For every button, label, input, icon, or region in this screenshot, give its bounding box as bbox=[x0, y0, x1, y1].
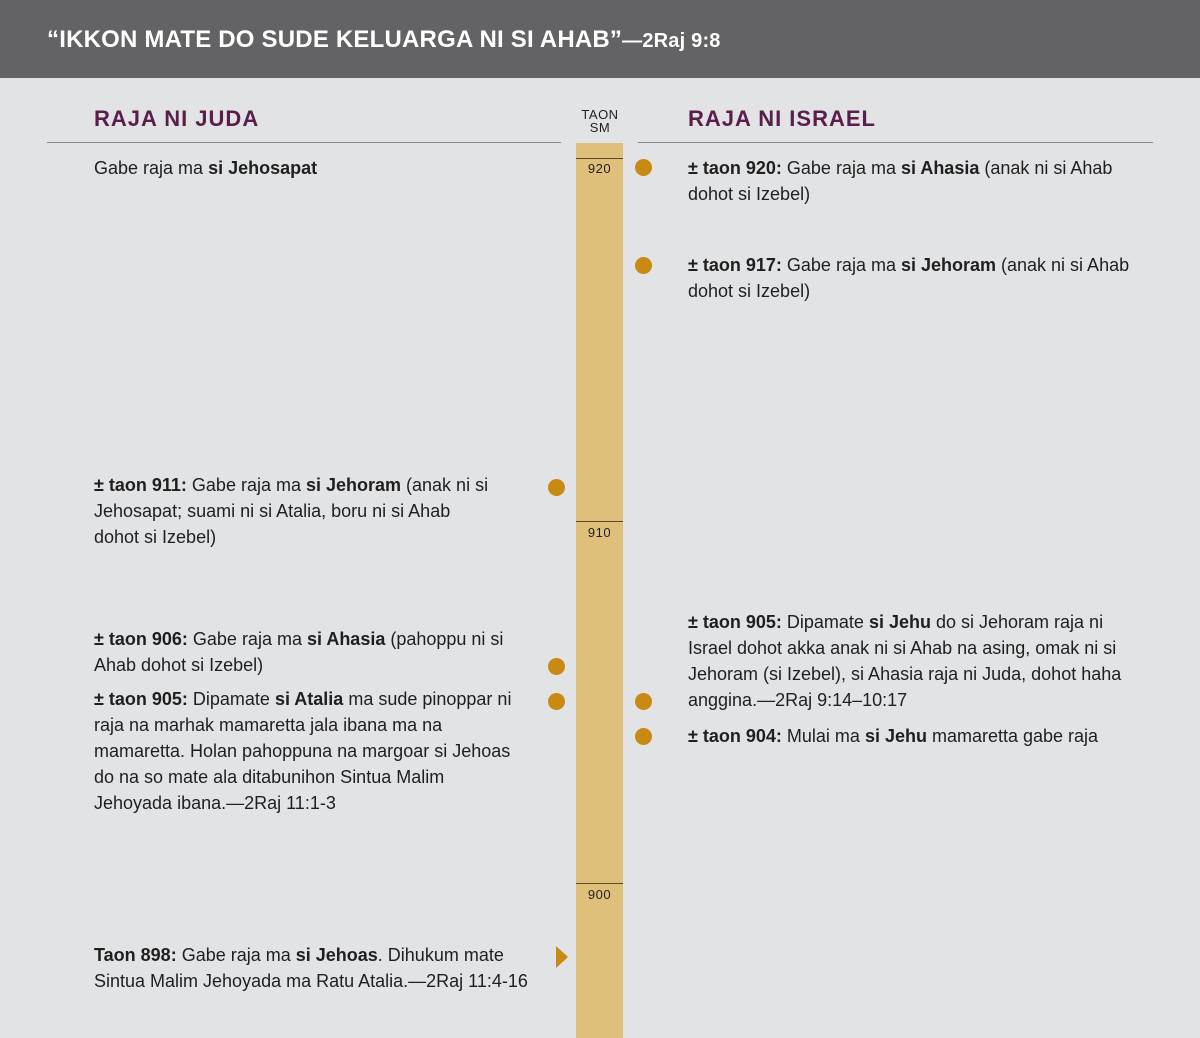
entry-text: (pahoppu ni si Ahab dohot si Izebel) bbox=[94, 629, 504, 675]
entry-text: Dipamate bbox=[781, 612, 869, 632]
judah-entry bbox=[94, 686, 524, 816]
judah-event-marker bbox=[548, 693, 565, 710]
entry-date: ± taon 920: bbox=[688, 158, 782, 178]
judah-entry bbox=[94, 626, 514, 678]
entry-text: (anak ni si Jehosapat; suami ni si Atalia, boru ni si Ahab dohot si Izebel) bbox=[94, 475, 489, 547]
king-name: si Jehosapat bbox=[208, 158, 318, 178]
entry-text: Gabe raja ma bbox=[781, 255, 901, 275]
judah-entry bbox=[94, 472, 494, 550]
timeline-tick-label: 920 bbox=[587, 161, 612, 176]
israel-event-marker bbox=[635, 693, 652, 710]
timeline-tick-label: 910 bbox=[587, 525, 612, 540]
entry-text: Gabe raja ma bbox=[781, 158, 901, 178]
title-main: “IKKON MATE DO SUDE KELUARGA NI SI AHAB” bbox=[47, 26, 623, 53]
entry-text: Gabe raja ma bbox=[186, 475, 306, 495]
header-banner bbox=[0, 0, 1200, 78]
timeline-unit-label bbox=[570, 108, 630, 134]
entry-text: Gabe raja ma bbox=[187, 629, 307, 649]
king-name: si Jehoram bbox=[305, 475, 402, 495]
king-name: si Atalia bbox=[274, 689, 344, 709]
king-name: si Ahasia bbox=[900, 158, 980, 178]
israel-event-marker bbox=[635, 728, 652, 745]
title-reference: —2Raj 9:8 bbox=[622, 30, 721, 52]
timeline-tick-label: 900 bbox=[587, 887, 612, 902]
israel-event-marker bbox=[635, 159, 652, 176]
timeline-unit-line2: SM bbox=[589, 120, 611, 135]
entry-text: Mulai ma bbox=[781, 726, 865, 746]
king-name: si Ahasia bbox=[306, 629, 386, 649]
israel-header-rule bbox=[638, 142, 1153, 143]
king-name: si Jehoas bbox=[295, 945, 378, 965]
israel-entry bbox=[688, 609, 1138, 713]
judah-header-rule bbox=[47, 142, 561, 143]
entry-date: Taon 898: bbox=[94, 945, 177, 965]
israel-column-title: RAJA NI ISRAEL bbox=[688, 106, 876, 131]
king-name: si Jehu bbox=[868, 612, 931, 632]
king-name: si Jehu bbox=[864, 726, 927, 746]
israel-entry bbox=[688, 252, 1148, 304]
entry-date: ± taon 911: bbox=[94, 475, 187, 495]
entry-text: do si Jehoram raja ni Israel dohot akka anak ni si Ahab na asing, omak ni si Jehoram (si Izebel), si Ahasia raja ni Juda, dohot haha anggina.—2Raj 9:14–10:17 bbox=[688, 612, 1122, 710]
timeline-tick-910 bbox=[576, 521, 623, 522]
timeline-unit-line1: TAON bbox=[581, 107, 619, 122]
entry-date: ± taon 906: bbox=[94, 629, 188, 649]
judah-event-marker bbox=[548, 479, 565, 496]
entry-text: Dipamate bbox=[187, 689, 275, 709]
timeline-bar bbox=[576, 143, 623, 1038]
judah-column-title: RAJA NI JUDA bbox=[94, 106, 260, 131]
entry-date: ± taon 905: bbox=[94, 689, 188, 709]
entry-text: Gabe raja ma bbox=[176, 945, 296, 965]
entry-date: ± taon 905: bbox=[688, 612, 782, 632]
entry-date: ± taon 917: bbox=[688, 255, 782, 275]
entry-text: . Dihukum mate Sintua Malim Jehoyada ma Ratu Atalia.—2Raj 11:4-16 bbox=[94, 945, 528, 991]
israel-entry bbox=[688, 155, 1138, 207]
judah-arrow-marker bbox=[556, 946, 568, 968]
timeline-tick-920 bbox=[576, 158, 623, 159]
entry-text: (anak ni si Ahab dohot si Izebel) bbox=[688, 255, 1130, 301]
entry-text: mamaretta gabe raja bbox=[926, 726, 1099, 746]
king-name: si Jehoram bbox=[900, 255, 997, 275]
israel-event-marker bbox=[635, 257, 652, 274]
entry-text: (anak ni si Ahab dohot si Izebel) bbox=[688, 158, 1113, 204]
judah-event-marker bbox=[548, 658, 565, 675]
entry-date: ± taon 904: bbox=[688, 726, 782, 746]
page-title bbox=[47, 26, 721, 54]
entry-text: ma sude pinoppar ni raja na marhak mamaretta jala ibana ma na mamaretta. Holan pahoppuna na margoar si Jehoas do na so mate ala ditabunihon Sintua Malim Jehoyada ibana.—2Raj 11:1-3 bbox=[94, 689, 512, 813]
israel-entry bbox=[688, 723, 1168, 749]
judah-entry bbox=[94, 155, 554, 181]
entry-text: Gabe raja ma bbox=[94, 158, 209, 178]
judah-entry bbox=[94, 942, 534, 994]
timeline-tick-900 bbox=[576, 883, 623, 884]
